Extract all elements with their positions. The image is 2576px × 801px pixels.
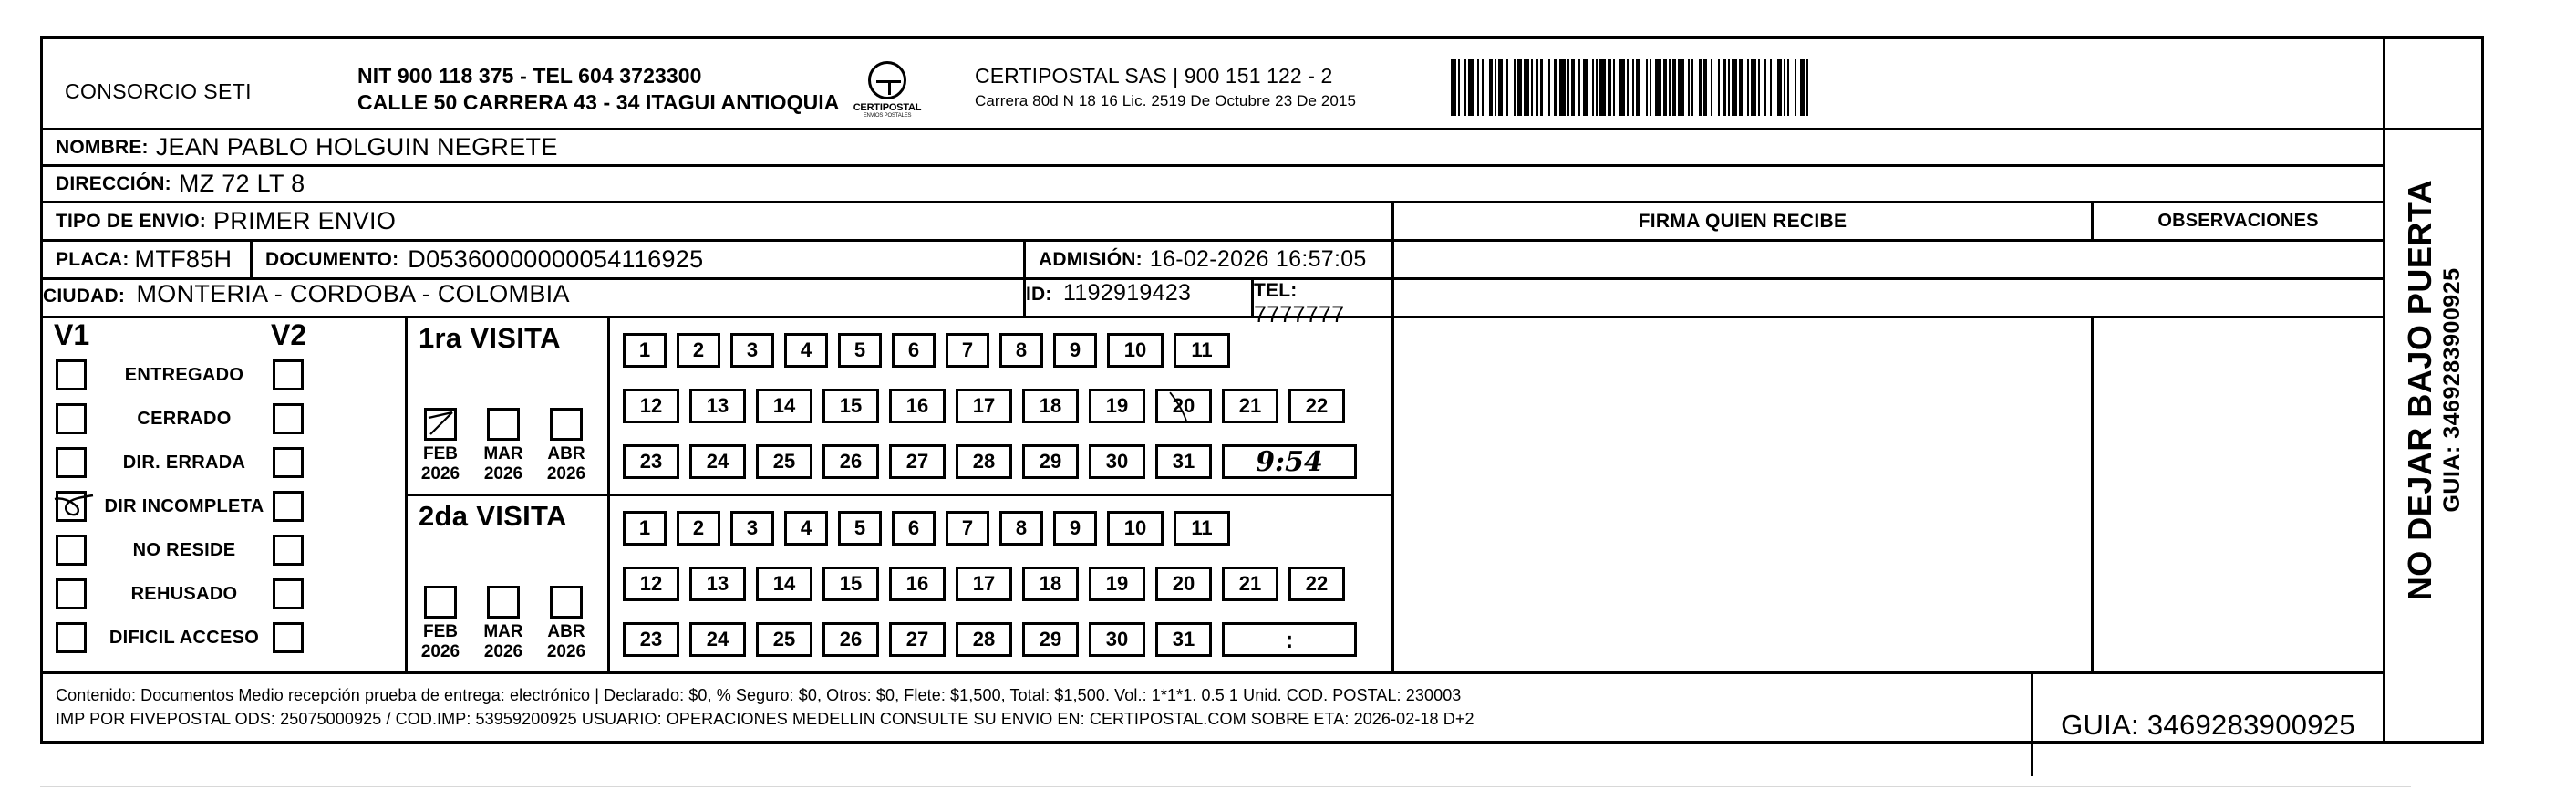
direccion-label: DIRECCIÓN: <box>56 172 171 194</box>
month-name: MAR <box>483 622 523 641</box>
day-checkbox[interactable]: 30 <box>1089 622 1145 657</box>
footer-line-1: Contenido: Documentos Medio recepción prueba de entrega: electrónico | Declarado: $0, % Seguro: $0, Otros: $0, Flete: $1,500, Total: $1,500. Vol.: 1*1*1. 0.5 1 Unid. COD. POSTAL: 230003 <box>56 686 1462 704</box>
day-checkbox[interactable]: 25 <box>756 622 812 657</box>
tel-value: 7777777 <box>1254 302 1345 328</box>
status-checkbox-v1[interactable] <box>56 403 87 434</box>
month-name: FEB <box>423 622 458 641</box>
sender-nit-line1: NIT 900 118 375 - TEL 604 3723300 <box>357 64 702 88</box>
v1-header: V1 <box>54 318 90 351</box>
month-checkbox[interactable] <box>424 408 457 441</box>
month-year: 2026 <box>483 464 523 484</box>
status-option-row <box>43 441 405 484</box>
status-option-label: DIFICIL ACCESO <box>109 627 260 648</box>
day-row <box>617 444 1384 479</box>
id-value: 1192919423 <box>1063 280 1192 306</box>
month-year: 2026 <box>546 642 586 661</box>
day-checkbox[interactable]: 15 <box>822 389 879 423</box>
day-checkbox[interactable]: 18 <box>1022 389 1079 423</box>
placa-value: MTF85H <box>134 245 233 273</box>
carrier-name-nit: CERTIPOSTAL SAS | 900 151 122 - 2 <box>975 64 1333 88</box>
day-checkbox[interactable]: 6 <box>892 333 936 368</box>
day-checkbox[interactable]: 9 <box>1053 511 1097 546</box>
day-checkbox[interactable]: 28 <box>956 444 1012 479</box>
tel-label: TEL: <box>1254 280 1298 301</box>
day-checkbox[interactable]: 9 <box>1053 333 1097 368</box>
day-checkbox[interactable]: 19 <box>1089 567 1145 601</box>
placa-label: PLACA: <box>56 248 129 270</box>
status-checkbox-v2[interactable] <box>273 578 304 609</box>
day-checkbox[interactable]: 21 <box>1222 389 1278 423</box>
logo-subtitle: ENVIOS POSTALES <box>863 113 912 119</box>
status-checkbox-v1[interactable] <box>56 491 87 522</box>
month-year: 2026 <box>483 642 523 661</box>
observaciones-area[interactable] <box>2094 318 2383 671</box>
scan-artifact-line <box>40 786 2411 787</box>
status-checkbox-v2[interactable] <box>273 447 304 478</box>
day-checkbox[interactable]: 12 <box>623 567 679 601</box>
documento-label: DOCUMENTO: <box>265 248 399 270</box>
month-name: FEB <box>423 444 458 463</box>
row-ciudad-id-tel <box>43 280 2383 328</box>
month-option[interactable] <box>543 408 590 484</box>
status-option-row <box>43 572 405 616</box>
month-checkbox[interactable] <box>487 408 520 441</box>
status-checkbox-v2[interactable] <box>273 491 304 522</box>
day-checkbox[interactable]: 17 <box>956 567 1012 601</box>
day-checkbox[interactable]: 13 <box>689 567 746 601</box>
id-cell <box>1026 280 1254 316</box>
footer-details <box>43 674 2033 776</box>
month-year: 2026 <box>420 642 460 661</box>
label-header <box>43 39 2481 130</box>
handwritten-check-mark <box>53 484 97 528</box>
month-option[interactable] <box>543 586 590 662</box>
admision-label: ADMISIÓN: <box>1039 248 1143 270</box>
day-row <box>617 511 1384 546</box>
delivery-status-checklist <box>43 318 408 671</box>
day-checkbox[interactable]: 20 <box>1155 389 1212 423</box>
footer-line-2: IMP POR FIVEPOSTAL ODS: 25075000925 / COD.IMP: 53959200925 USUARIO: OPERACIONES MEDELLIN CONSULTE SU ENVIO EN: CERTIPOSTAL.COM SOBRE ETA: 2026-02-18 D+2 <box>56 710 1474 728</box>
tipo-envio-value: PRIMER ENVIO <box>213 207 397 234</box>
month-option[interactable] <box>417 586 464 662</box>
month-name: ABR <box>547 444 585 463</box>
row-tipo-envio <box>43 203 2383 242</box>
month-name: ABR <box>547 622 585 641</box>
ciudad-cell <box>43 280 1026 316</box>
visit-1 <box>408 318 1391 496</box>
firma-quien-recibe-header: FIRMA QUIEN RECIBE <box>1394 203 2094 239</box>
day-checkbox[interactable]: 6 <box>892 511 936 546</box>
v2-header: V2 <box>271 318 307 351</box>
day-checkbox[interactable]: 2 <box>677 333 720 368</box>
certipostal-logo <box>845 61 929 119</box>
month-year: 2026 <box>420 464 460 484</box>
day-checkbox[interactable]: 7 <box>946 333 989 368</box>
visits-section <box>408 318 1391 671</box>
ciudad-value: MONTERIA - CORDOBA - COLOMBIA <box>136 280 570 307</box>
status-option-label: DIR INCOMPLETA <box>104 495 264 516</box>
day-checkbox[interactable]: 23 <box>623 444 679 479</box>
status-option-label: NO RESIDE <box>132 539 236 560</box>
day-checkbox[interactable]: 18 <box>1022 567 1079 601</box>
sender-address-line: CALLE 50 CARRERA 43 - 34 ITAGUI ANTIOQUIA <box>357 90 840 114</box>
handwritten-check-mark <box>425 409 458 442</box>
day-checkbox[interactable]: 5 <box>838 511 882 546</box>
status-option-row <box>43 616 405 660</box>
visit-1-day-grid[interactable] <box>610 318 1391 494</box>
status-checkbox-v1[interactable] <box>56 535 87 566</box>
visit-2 <box>408 496 1391 671</box>
day-checkbox[interactable]: 10 <box>1107 333 1164 368</box>
visit-2-month-checkboxes[interactable] <box>417 586 590 662</box>
tel-cell <box>1254 280 1394 328</box>
day-checkbox[interactable]: 3 <box>730 511 774 546</box>
placa-row-blank <box>1394 242 2383 277</box>
carrier-address-license: Carrera 80d N 18 16 Lic. 2519 De Octubre 23 De 2015 <box>975 92 1357 109</box>
label-footer <box>43 674 2383 776</box>
status-option-label: CERRADO <box>137 408 232 429</box>
observaciones-header: OBSERVACIONES <box>2157 211 2319 231</box>
visit-1-left <box>408 318 610 494</box>
day-checkbox[interactable]: 8 <box>999 333 1043 368</box>
firma-signature-area[interactable] <box>1394 318 2094 671</box>
status-option-label: REHUSADO <box>130 583 238 604</box>
month-checkbox[interactable] <box>424 586 457 619</box>
day-checkbox[interactable]: 14 <box>756 389 812 423</box>
visit-1-month-checkboxes[interactable] <box>417 408 590 484</box>
day-checkbox[interactable]: 11 <box>1174 511 1230 546</box>
day-checkbox[interactable]: 20 <box>1155 567 1212 601</box>
envelope-circle-icon <box>868 61 906 99</box>
month-checkbox[interactable] <box>487 586 520 619</box>
ciudad-row-blank <box>1394 280 2383 316</box>
month-option[interactable] <box>480 408 527 484</box>
day-checkbox[interactable]: 30 <box>1089 444 1145 479</box>
day-checkbox[interactable]: 26 <box>822 444 879 479</box>
carrier-info <box>975 63 1356 114</box>
documento-value: D05360000000054116925 <box>408 245 704 273</box>
logo-name: CERTIPOSTAL <box>853 102 922 113</box>
day-checkbox[interactable]: 13 <box>689 389 746 423</box>
day-checkbox[interactable]: 25 <box>756 444 812 479</box>
month-option[interactable] <box>480 586 527 662</box>
status-option-row <box>43 353 405 397</box>
day-checkbox[interactable]: 14 <box>756 567 812 601</box>
handwritten-day-mark <box>1158 388 1209 428</box>
status-checkbox-v2[interactable] <box>273 403 304 434</box>
tipo-envio-label: TIPO DE ENVIO: <box>56 210 206 232</box>
month-name: MAR <box>483 444 523 463</box>
day-checkbox[interactable]: 16 <box>889 567 946 601</box>
id-label: ID: <box>1026 284 1052 305</box>
month-checkbox[interactable] <box>550 586 583 619</box>
no-dejar-bajo-puerta-text: NO DEJAR BAJO PUERTA <box>2401 179 2439 601</box>
status-option-row <box>43 528 405 572</box>
day-checkbox[interactable]: 23 <box>623 622 679 657</box>
day-checkbox[interactable]: 29 <box>1022 622 1079 657</box>
status-column-headers <box>43 318 405 353</box>
day-row <box>617 389 1384 423</box>
status-checkbox-v1[interactable] <box>56 447 87 478</box>
status-and-visits <box>43 318 1394 671</box>
day-checkbox[interactable]: 15 <box>822 567 879 601</box>
day-checkbox[interactable]: 22 <box>1288 567 1345 601</box>
day-checkbox[interactable]: 28 <box>956 622 1012 657</box>
status-option-row <box>43 397 405 441</box>
status-checkbox-v1[interactable] <box>56 359 87 390</box>
day-checkbox[interactable]: 31 <box>1155 444 1212 479</box>
status-checkbox-v2[interactable] <box>273 535 304 566</box>
day-checkbox[interactable]: 7 <box>946 511 989 546</box>
status-option-label: DIR. ERRADA <box>122 452 246 473</box>
sender-nit-block <box>357 63 839 116</box>
nombre-label: NOMBRE: <box>56 136 149 158</box>
ciudad-label: CIUDAD: <box>43 286 126 307</box>
placa-cell <box>43 242 253 277</box>
status-checkbox-v1[interactable] <box>56 578 87 609</box>
consorcio-name: CONSORCIO SETI <box>65 79 252 103</box>
status-checkbox-v2[interactable] <box>273 622 304 653</box>
status-checkbox-v1[interactable] <box>56 622 87 653</box>
vertical-notice-panel <box>2383 39 2481 741</box>
row-nombre <box>43 130 2383 167</box>
day-checkbox[interactable]: 16 <box>889 389 946 423</box>
day-checkbox[interactable]: 22 <box>1288 389 1345 423</box>
day-checkbox[interactable]: 17 <box>956 389 1012 423</box>
visit-time-handwritten: 9:54 <box>1256 445 1323 478</box>
status-option-row <box>43 484 405 528</box>
visit-2-title: 2da VISITA <box>419 500 567 532</box>
label-body <box>43 130 2383 741</box>
month-option[interactable] <box>417 408 464 484</box>
day-checkbox[interactable]: 27 <box>889 444 946 479</box>
status-checkbox-v2[interactable] <box>273 359 304 390</box>
day-row <box>617 567 1384 601</box>
label-main-grid <box>43 318 2383 674</box>
visit-time-field[interactable] <box>1222 622 1357 657</box>
day-checkbox[interactable]: 10 <box>1107 511 1164 546</box>
row-direccion <box>43 167 2383 203</box>
vertical-guia-number: GUIA: 3469283900925 <box>2439 267 2466 513</box>
day-checkbox[interactable]: 19 <box>1089 389 1145 423</box>
day-checkbox[interactable]: 4 <box>784 333 828 368</box>
shipping-label <box>40 36 2484 744</box>
row-placa-documento <box>43 242 2383 280</box>
day-checkbox[interactable]: 21 <box>1222 567 1278 601</box>
day-checkbox[interactable]: 4 <box>784 511 828 546</box>
visit-time-placeholder: : <box>1285 625 1294 653</box>
day-checkbox[interactable]: 5 <box>838 333 882 368</box>
visit-2-left <box>408 496 610 671</box>
day-checkbox[interactable]: 31 <box>1155 622 1212 657</box>
day-checkbox[interactable]: 24 <box>689 444 746 479</box>
footer-guia-number: GUIA: 3469283900925 <box>2061 709 2355 741</box>
day-checkbox[interactable]: 29 <box>1022 444 1079 479</box>
day-checkbox[interactable]: 8 <box>999 511 1043 546</box>
day-checkbox[interactable]: 3 <box>730 333 774 368</box>
tipo-envio-cell <box>43 203 1394 239</box>
day-checkbox[interactable]: 24 <box>689 622 746 657</box>
nombre-value: JEAN PABLO HOLGUIN NEGRETE <box>155 133 558 161</box>
direccion-value: MZ 72 LT 8 <box>178 170 305 197</box>
month-year: 2026 <box>546 464 586 484</box>
day-row <box>617 333 1384 368</box>
admision-value: 16-02-2026 16:57:05 <box>1149 246 1367 272</box>
month-checkbox[interactable] <box>550 408 583 441</box>
day-row <box>617 622 1384 657</box>
day-checkbox[interactable]: 1 <box>623 333 667 368</box>
visit-2-day-grid[interactable] <box>610 496 1391 671</box>
day-checkbox[interactable]: 2 <box>677 511 720 546</box>
admision-cell <box>1026 242 1394 277</box>
documento-cell <box>253 242 1026 277</box>
barcode-space <box>1808 59 1814 116</box>
day-checkbox[interactable]: 12 <box>623 389 679 423</box>
status-option-label: ENTREGADO <box>124 364 244 385</box>
visit-time-field[interactable] <box>1222 444 1357 479</box>
barcode <box>1451 59 2372 116</box>
day-checkbox[interactable]: 11 <box>1174 333 1230 368</box>
day-checkbox[interactable]: 27 <box>889 622 946 657</box>
day-checkbox[interactable]: 1 <box>623 511 667 546</box>
visit-1-title: 1ra VISITA <box>419 322 561 354</box>
day-checkbox[interactable]: 26 <box>822 622 879 657</box>
